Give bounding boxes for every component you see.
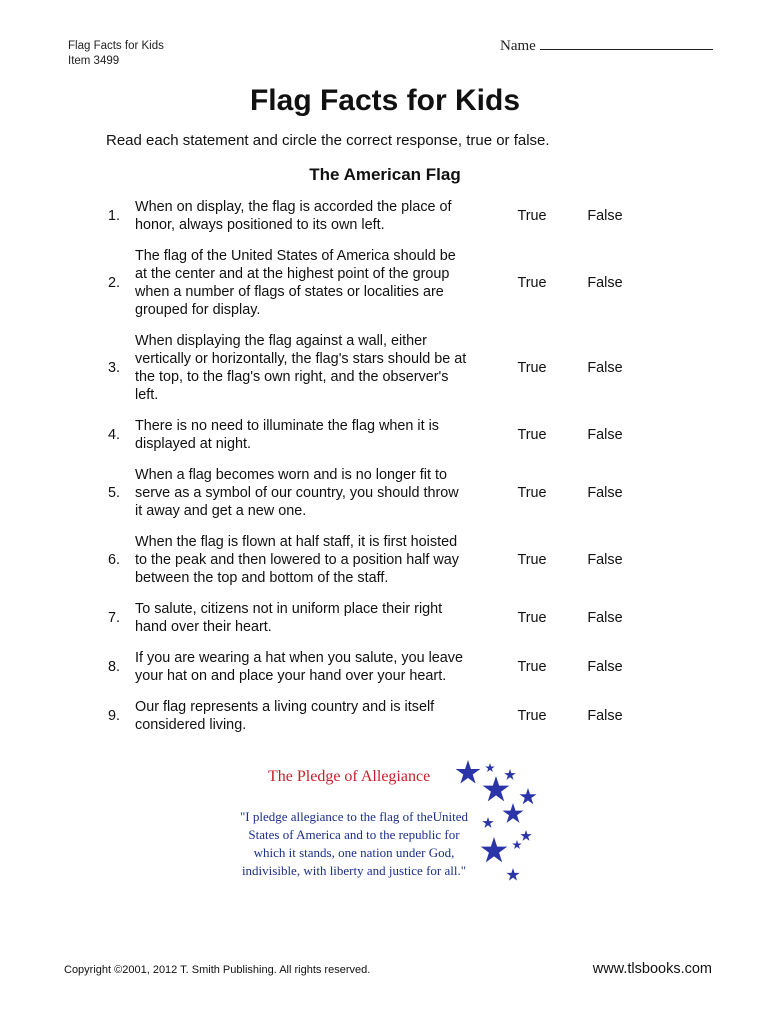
name-blank-line[interactable] bbox=[540, 37, 713, 50]
question-line: When a flag becomes worn and is no longer fit to bbox=[135, 467, 447, 483]
question-line: If you are wearing a hat when you salute, you leave bbox=[135, 650, 463, 666]
question-text bbox=[135, 649, 487, 685]
false-option[interactable]: False bbox=[587, 427, 623, 443]
question-number: 7. bbox=[108, 610, 121, 626]
question-line: When displaying the flag against a wall, either bbox=[135, 333, 427, 349]
question-line: considered living. bbox=[135, 717, 247, 733]
false-option[interactable]: False bbox=[587, 659, 623, 675]
question-text bbox=[135, 198, 487, 234]
question-text bbox=[135, 600, 487, 636]
question-number: 5. bbox=[108, 485, 121, 501]
question-text bbox=[135, 247, 487, 319]
true-option[interactable]: True bbox=[517, 208, 547, 224]
question-line: between the top and bottom of the staff. bbox=[135, 570, 389, 586]
star-icon bbox=[485, 763, 495, 772]
true-option[interactable]: True bbox=[517, 485, 547, 501]
question-row bbox=[108, 332, 698, 404]
true-option[interactable]: True bbox=[517, 708, 547, 724]
star-icon bbox=[482, 817, 493, 828]
stars-decoration bbox=[450, 755, 550, 890]
question-row bbox=[108, 698, 698, 734]
question-line: the top, to the flag's own right, and the observer's bbox=[135, 369, 449, 385]
question-number: 3. bbox=[108, 360, 121, 376]
question-line: To salute, citizens not in uniform place their right bbox=[135, 601, 443, 617]
star-icon bbox=[504, 769, 515, 780]
star-icon bbox=[483, 776, 510, 801]
worksheet-header bbox=[68, 39, 164, 69]
star-icon bbox=[456, 760, 481, 784]
question-line: grouped for display. bbox=[135, 302, 261, 318]
question-number: 8. bbox=[108, 659, 121, 675]
question-list bbox=[108, 198, 698, 747]
question-line: serve as a symbol of our country, you should throw bbox=[135, 485, 459, 501]
question-line: displayed at night. bbox=[135, 436, 252, 452]
question-text bbox=[135, 533, 487, 587]
question-text bbox=[135, 332, 487, 404]
pledge-line: "I pledge allegiance to the flag of theUnited bbox=[239, 809, 469, 824]
question-number: 6. bbox=[108, 552, 121, 568]
false-option[interactable]: False bbox=[587, 485, 623, 501]
copyright-notice: Copyright ©2001, 2012 T. Smith Publishing. All rights reserved. bbox=[64, 964, 371, 976]
star-icon bbox=[481, 837, 508, 862]
question-number: 4. bbox=[108, 427, 121, 443]
star-icon bbox=[506, 868, 519, 881]
star-icon bbox=[503, 803, 524, 823]
star-icon bbox=[512, 840, 522, 849]
header-item-number: Item 3499 bbox=[68, 55, 120, 67]
website-link[interactable]: www.tlsbooks.com bbox=[592, 961, 712, 977]
pledge-title: The Pledge of Allegiance bbox=[268, 768, 431, 785]
question-line: vertically or horizontally, the flag's stars should be at bbox=[135, 351, 467, 367]
true-option[interactable]: True bbox=[517, 610, 547, 626]
question-line: left. bbox=[135, 387, 159, 403]
question-row bbox=[108, 600, 698, 636]
question-row bbox=[108, 198, 698, 234]
question-text bbox=[135, 417, 487, 453]
name-field bbox=[500, 37, 713, 55]
false-option[interactable]: False bbox=[587, 708, 623, 724]
question-line: your hat on and place your hand over your heart. bbox=[135, 668, 447, 684]
question-line: honor, always positioned to its own left. bbox=[135, 217, 385, 233]
false-option[interactable]: False bbox=[587, 552, 623, 568]
question-row bbox=[108, 533, 698, 587]
true-option[interactable]: True bbox=[517, 360, 547, 376]
question-line: There is no need to illuminate the flag when it is bbox=[135, 418, 439, 434]
question-line: Our flag represents a living country and is itself bbox=[135, 699, 435, 715]
false-option[interactable]: False bbox=[587, 275, 623, 291]
true-option[interactable]: True bbox=[517, 427, 547, 443]
false-option[interactable]: False bbox=[587, 610, 623, 626]
question-line: when a number of flags of states or localities are bbox=[135, 284, 444, 300]
question-line: at the center and at the highest point of the group bbox=[135, 266, 450, 282]
question-row bbox=[108, 247, 698, 319]
question-line: When the flag is flown at half staff, it is first hoisted bbox=[135, 534, 458, 550]
question-number: 2. bbox=[108, 275, 121, 291]
page-title: Flag Facts for Kids bbox=[249, 84, 521, 117]
true-option[interactable]: True bbox=[517, 275, 547, 291]
false-option[interactable]: False bbox=[587, 208, 623, 224]
instructions: Read each statement and circle the correct response, true or false. bbox=[106, 132, 550, 149]
star-icon bbox=[519, 788, 536, 804]
true-option[interactable]: True bbox=[517, 552, 547, 568]
question-line: it away and get a new one. bbox=[135, 503, 307, 519]
question-row bbox=[108, 649, 698, 685]
pledge-line: States of America and to the republic for bbox=[248, 827, 460, 842]
header-title: Flag Facts for Kids bbox=[68, 40, 164, 52]
question-number: 1. bbox=[108, 208, 121, 224]
question-line: to the peak and then lowered to a position half way bbox=[135, 552, 460, 568]
true-option[interactable]: True bbox=[517, 659, 547, 675]
pledge-line: indivisible, with liberty and justice for all." bbox=[241, 863, 467, 878]
name-label: Name bbox=[500, 38, 536, 54]
question-row bbox=[108, 466, 698, 520]
false-option[interactable]: False bbox=[587, 360, 623, 376]
question-line: When on display, the flag is accorded the place of bbox=[135, 199, 452, 215]
question-number: 9. bbox=[108, 708, 121, 724]
pledge-line: which it stands, one nation under God, bbox=[253, 845, 455, 860]
question-text bbox=[135, 698, 487, 734]
question-line: hand over their heart. bbox=[135, 619, 272, 635]
question-row bbox=[108, 417, 698, 453]
section-title: The American Flag bbox=[309, 165, 461, 184]
question-text bbox=[135, 466, 487, 520]
star-icon bbox=[520, 830, 531, 841]
question-line: The flag of the United States of America should be bbox=[135, 248, 456, 264]
